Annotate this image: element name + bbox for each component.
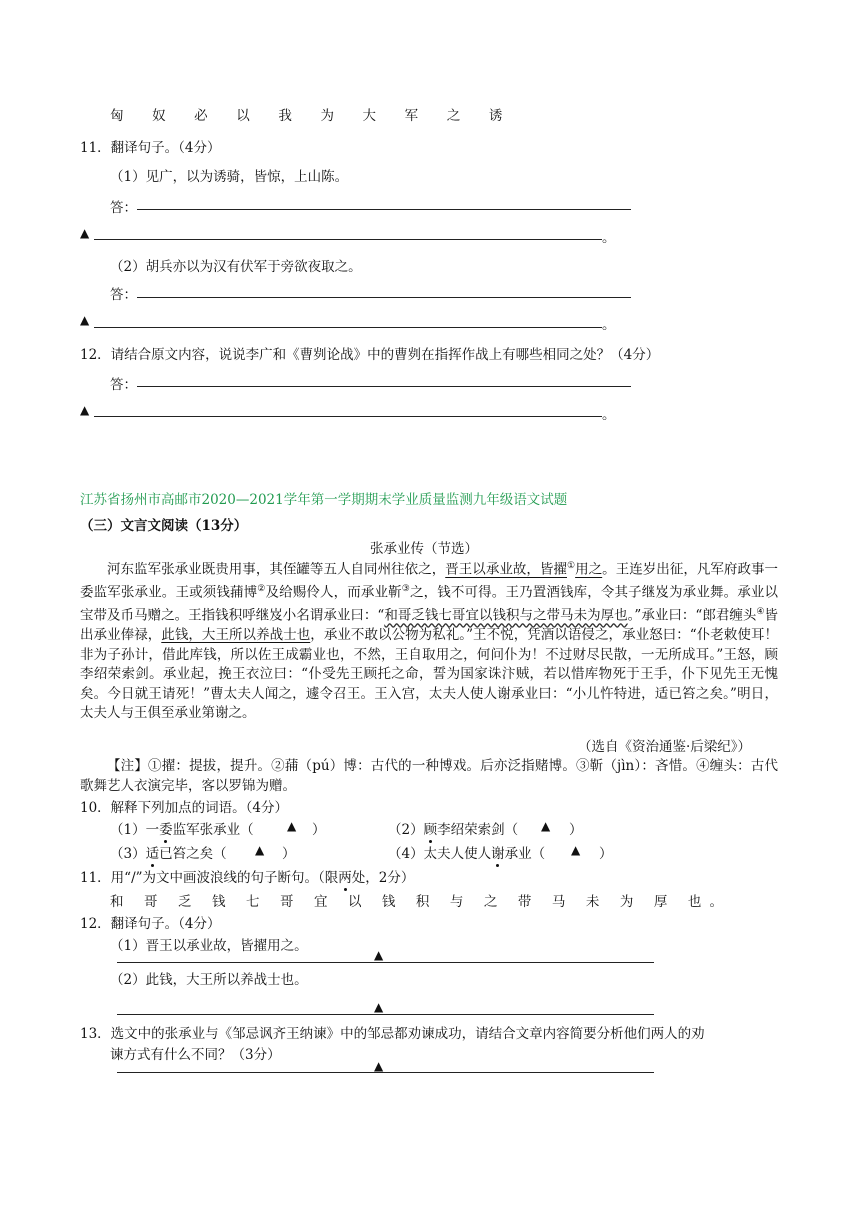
question-12b-prompt: 12．翻译句子。（4分） xyxy=(80,916,221,932)
question-10-item-1: （1）一委监军张承业（ xyxy=(110,822,254,838)
citation: （选自《资治通鉴·后梁纪》） xyxy=(578,739,752,755)
triangle-marker: ▲ xyxy=(374,948,384,962)
answer-label: 答： xyxy=(110,377,137,393)
answer-triangle[interactable]: ▲ xyxy=(571,843,581,857)
answer-triangle[interactable]: ▲ xyxy=(255,843,265,857)
answer-blank[interactable] xyxy=(94,327,602,328)
question-10-prompt: 10．解释下列加点的词语。（4分） xyxy=(80,800,289,816)
question-10-item-4: （4）太夫人使人谢承业（ xyxy=(388,846,546,862)
note-marker: ① xyxy=(567,561,576,571)
underlined-sentence: 此钱，大王所以养战士也 xyxy=(161,627,311,643)
section-heading: （三）文言文阅读（13分） xyxy=(80,518,248,534)
answer-blank[interactable] xyxy=(94,239,602,240)
question-10-item-2: （2）顾李绍荣索剑（ xyxy=(388,822,519,838)
note-marker: ④ xyxy=(756,607,765,617)
underlined-sentence: 用之 xyxy=(575,561,603,578)
answer-blank[interactable] xyxy=(117,962,654,963)
question-13-prompt-line-1: 13．选文中的张承业与《邹忌讽齐王纳谏》中的邹忌都劝谏成功，请结合文章内容简要分析他们两人的劝 xyxy=(80,1026,705,1042)
source-title: 江苏省扬州市高邮市2020—2021学年第一学期期末学业质量监测九年级语文试题 xyxy=(80,492,568,508)
spaced-sentence: 和 哥 乏 钱 七 哥 宜 以 钱 积 与 之 带 马 未 为 厚 也。 xyxy=(110,894,732,910)
period: 。 xyxy=(602,407,616,423)
question-12b-sentence-1: （1）晋王以承业故，皆擢用之。 xyxy=(110,938,308,954)
answer-blank[interactable] xyxy=(137,386,631,387)
answer-blank[interactable] xyxy=(94,416,602,417)
passage-text: 。”承业曰：“郎君缠头 xyxy=(627,607,757,624)
close-paren: ） xyxy=(282,846,296,862)
question-11-sentence-1: （1）见广，以为诱骑，皆惊，上山陈。 xyxy=(110,169,349,185)
answer-triangle[interactable]: ▲ xyxy=(541,819,551,833)
close-paren: ） xyxy=(599,846,613,862)
answer-label: 答： xyxy=(110,200,137,216)
period: 。 xyxy=(602,317,616,333)
passage-text: 及给赐伶人，而承业靳 xyxy=(265,584,402,601)
passage-text: 。王连岁出征，凡军府政事一委监军张承业。王或须钱蒱博 xyxy=(80,561,779,601)
answer-triangle[interactable]: ▲ xyxy=(287,819,297,833)
answer-blank[interactable] xyxy=(117,1014,654,1015)
answer-blank[interactable] xyxy=(137,209,631,210)
triangle-marker: ▲ xyxy=(80,226,90,240)
passage-text: ，承业不敢以公物为私礼。”王不悦，凭酒以语侵之，承业怒曰：“仆老敕使耳！ 非为子孙计，借此库钱，所以佐王成霸业也，不然，王自取用之，何问仆为！不过财尽民散，一无所成耳。”王怒，顾李绍荣索剑。承业起，挽王衣泣曰：“仆受先王顾托之命，誓为国家诛汴贼，若以惜库物死于王手，仆下见先王无愧矣。今日就王请死！”曹太夫人闻之，遽令召王。王入宫，太夫人使人谢承业曰：“小儿忤特进，适已笞之矣。”明日，太夫人与王俱至承业第谢之。 xyxy=(80,627,792,721)
note-marker: ③ xyxy=(401,584,410,594)
question-11b-prompt: 11．用“/”为文中画波浪线的句子断句。（限两处，2分） xyxy=(80,870,415,886)
question-11-sentence-2: （2）胡兵亦以为汉有伏军于旁欲夜取之。 xyxy=(110,259,362,275)
question-11-prompt: 11．翻译句子。（4分） xyxy=(80,140,221,156)
question-10-item-3: （3）适已笞之矣（ xyxy=(110,846,227,862)
passage-text: 河东监军张承业既贵用事，其侄罐等五人自同州往依之， xyxy=(107,561,446,578)
triangle-marker: ▲ xyxy=(80,403,90,417)
triangle-marker: ▲ xyxy=(374,1000,384,1014)
close-paren: ） xyxy=(569,822,583,838)
passage-text: 皆出承业俸禄， xyxy=(80,607,778,643)
passage-body xyxy=(80,557,792,724)
underlined-sentence: 晋王以承业故，皆擢 xyxy=(445,561,567,578)
question-12b-sentence-2: （2）此钱，大王所以养战士也。 xyxy=(110,972,308,988)
note-marker: ② xyxy=(257,584,266,594)
passage-text: 之，钱不可得。王乃置酒钱库，令其子继岌为承业舞。承业以宝带及币马赠之。王指钱积呼继岌小名谓承业曰：“ xyxy=(80,584,778,624)
spaced-sentence: 匈 奴 必 以 我 为 大 军 之 诱 xyxy=(110,108,515,124)
period: 。 xyxy=(602,230,616,246)
notes: 【注】①擢：提拔，提升。②蒱（pú）博：古代的一种博戏。后亦泛指赌博。③靳（jìn）：吝惜。④缠头：古代歌舞艺人衣演完毕，客以罗锦为赠。 xyxy=(80,758,778,794)
triangle-marker: ▲ xyxy=(80,313,90,327)
answer-blank[interactable] xyxy=(117,1072,654,1073)
passage-title: 张承业传（节选） xyxy=(370,541,478,557)
question-13-prompt-line-2: 谏方式有什么不同？（3分） xyxy=(110,1047,281,1063)
question-12-prompt: 12．请结合原文内容，说说李广和《曹刿论战》中的曹刿在指挥作战上有哪些相同之处？（4分） xyxy=(80,347,660,363)
wavy-underlined-sentence: 和哥乏钱七哥宜以钱积与之带马未为厚也 xyxy=(384,607,628,624)
answer-blank[interactable] xyxy=(137,297,631,298)
close-paren: ） xyxy=(312,822,326,838)
answer-label: 答： xyxy=(110,287,137,303)
triangle-marker: ▲ xyxy=(374,1059,384,1073)
